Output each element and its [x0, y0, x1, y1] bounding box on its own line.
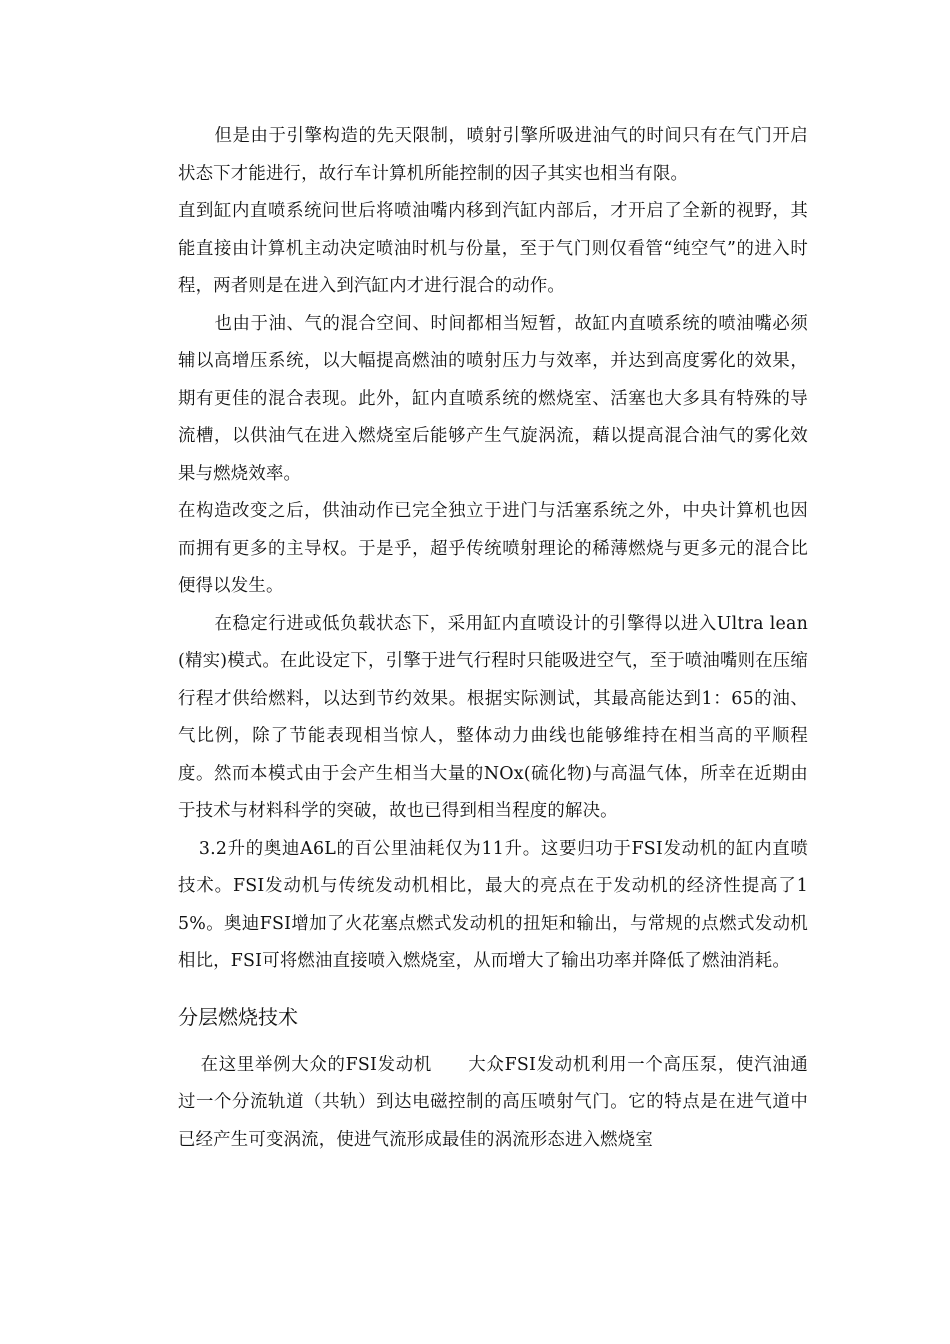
paragraph-audi-a6l: 3.2升的奥迪A6L的百公里油耗仅为11升。这要归功于FSI发动机的缸内直喷技术。FSI发动机与传统发动机相比，最大的亮点在于发动机的经济性提高了15%。奥迪FSI增加了火花塞点燃式发动机的扭矩和输出，与常规的点燃式发动机相比，FSI可将燃油直接喷入燃烧室，从而增大了输出功率并降低了燃油消耗。: [178, 838, 808, 971]
paragraph-structure-change: 在构造改变之后，供油动作已完全独立于进门与活塞系统之外，中央计算机也因而拥有更多的主导权。于是乎，超乎传统喷射理论的稀薄燃烧与更多元的混合比便得以发生。: [178, 501, 808, 596]
paragraph-mixing-time: 也由于油、气的混合空间、时间都相当短暂，故缸内直喷系统的喷油嘴必须辅以高增压系统，以大幅提高燃油的喷射压力与效率，并达到高度雾化的效果，期有更佳的混合表现。此外，缸内直喷系统的燃烧室、活塞也大多具有特殊的导流槽，以供油气在进入燃烧室后能够产生气旋涡流，藉以提高混合油气的雾化效果与燃烧效率。: [178, 313, 808, 484]
paragraph-intake-limitation: 但是由于引擎构造的先天限制，喷射引擎所吸进油气的时间只有在气门开启状态下才能进行，故行车计算机所能控制的因子其实也相当有限。: [178, 126, 808, 184]
paragraph-ultra-lean-mode: 在稳定行进或低负载状态下，采用缸内直喷设计的引擎得以进入Ultra lean(精实)模式。在此设定下，引擎于进气行程时只能吸进空气，至于喷油嘴则在压缩行程才供给燃料，以达到节约效果。根据实际测试，其最高能达到1：65的油、气比例，除了节能表现相当惊人，整体动力曲线也能够维持在相当高的平顺程度。然而本模式由于会产生相当大量的NOx(硫化物)与高温气体，所幸在近期由于技术与材料科学的突破，故也已得到相当程度的解决。: [178, 613, 808, 821]
section-heading: 分层燃烧技术: [178, 1004, 298, 1029]
paragraph-direct-injection-intro: 直到缸内直喷系统问世后将喷油嘴内移到汽缸内部后，才开启了全新的视野，其能直接由计算机主动决定喷油时机与份量，至于气门则仅看管“纯空气”的进入时程，两者则是在进入到汽缸内才进行混合的动作。: [178, 201, 808, 296]
paragraph-vw-fsi: 在这里举例大众的FSI发动机 大众FSI发动机利用一个高压泵，使汽油通过一个分流轨道（共轨）到达电磁控制的高压喷射气门。它的特点是在进气道中已经产生可变涡流，使进气流形成最佳的涡流形态进入燃烧室: [178, 1054, 808, 1150]
document-body: [178, 118, 808, 1159]
